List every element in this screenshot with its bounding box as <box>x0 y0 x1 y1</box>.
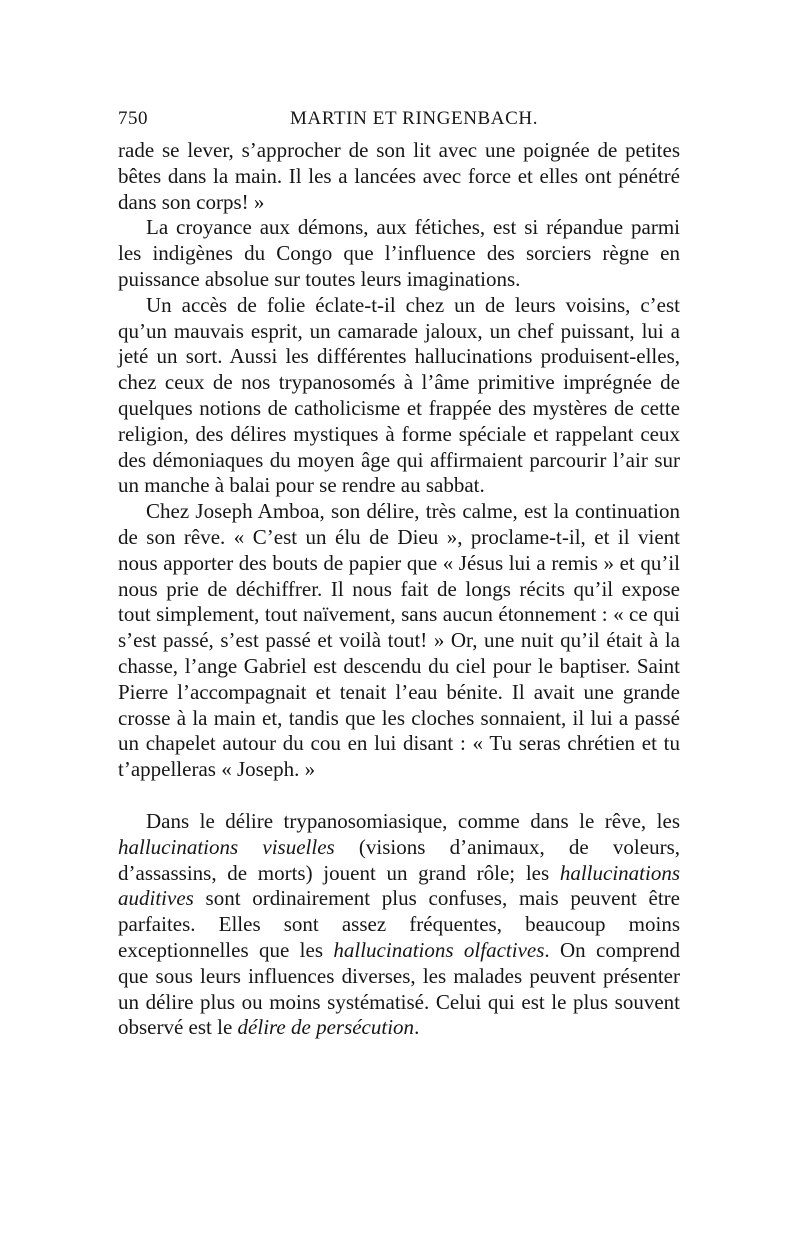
paragraph-joseph-amboa <box>118 499 680 783</box>
text-run: La croyance aux démons, aux fétiches, est si répandue parmi les indigènes du Congo que l’influence des sorciers règne en puissance absolue sur toutes leurs imaginations. <box>118 215 680 291</box>
paragraph-continuation <box>118 138 680 215</box>
page-header <box>118 108 680 138</box>
running-head: MARTIN ET RINGENBACH. <box>290 108 539 129</box>
text-run: . <box>414 1015 420 1040</box>
italic-term: hallucinations olfactives <box>333 937 545 962</box>
paragraph-demons <box>118 215 680 292</box>
book-page <box>118 108 680 1041</box>
italic-term: hallucinations visuelles <box>118 834 335 859</box>
italic-term: délire de persécution <box>237 1015 415 1040</box>
text-run: rade se lever, s’approcher de son lit avec une poignée de petites bêtes dans la main. Il les a lancées avec force et elles ont pénétré dans son corps! » <box>118 138 680 214</box>
text-run: . On comprend que sous leurs influences diverses, les malades peuvent présenter un délire plus ou moins systématisé. Celui qui est le plus souvent observé est le <box>118 937 681 1040</box>
body-text <box>118 138 680 1041</box>
page-number: 750 <box>118 108 148 129</box>
text-run: Dans le délire trypanosomiasique, comme dans le rêve, les <box>146 808 680 833</box>
paragraph-folie <box>118 293 680 499</box>
text-run: (visions d’animaux, de voleurs, d’assassins, de morts) jouent un grand rôle; les <box>118 834 681 885</box>
text-run: Chez Joseph Amboa, son délire, très calme, est la continuation de son rêve. « C’est un élu de Dieu », proclame-t-il, et il vient nous apporter des bouts de papier que « Jésus lui a remis » et qu’il nous prie de déchiffrer. Il nous fait de longs récits qu’il expose tout simplement, tout naïvement, sans aucun étonnement : « ce qui s’est passé, s’est passé et voilà tout! » Or, une nuit qu’il était à la chasse, l’ange Gabriel est descendu du ciel pour le baptiser. Saint Pierre l’accompagnait et tenait l’eau bénite. Il avait une grande crosse à la main et, tandis que les cloches sonnaient, il lui a passé un chapelet autour du cou en lui disant : « Tu seras chrétien et tu t’appelleras « Joseph. » <box>118 499 680 782</box>
text-run: sont ordinairement plus confuses, mais peuvent être parfaites. Elles sont assez fréquentes, beaucoup moins exceptionnelles que les <box>118 886 680 962</box>
italic-term: hallucinations auditives <box>118 860 680 911</box>
text-run: Un accès de folie éclate-t-il chez un de leurs voisins, c’est qu’un mauvais esprit, un camarade jaloux, un chef puissant, lui a jeté un sort. Aussi les différentes hallucinations produisent-elles, chez ceux de nos trypanosomés à l’âme primitive imprégnée de quelques notions de catholicisme et frappée des mystères de cette religion, des délires mystiques à forme spéciale et rappelant ceux des démoniaques du moyen âge qui affirmaient parcourir l’air sur un manche à balai pour se rendre au sabbat. <box>118 292 680 498</box>
paragraph-hallucinations <box>118 809 680 1041</box>
